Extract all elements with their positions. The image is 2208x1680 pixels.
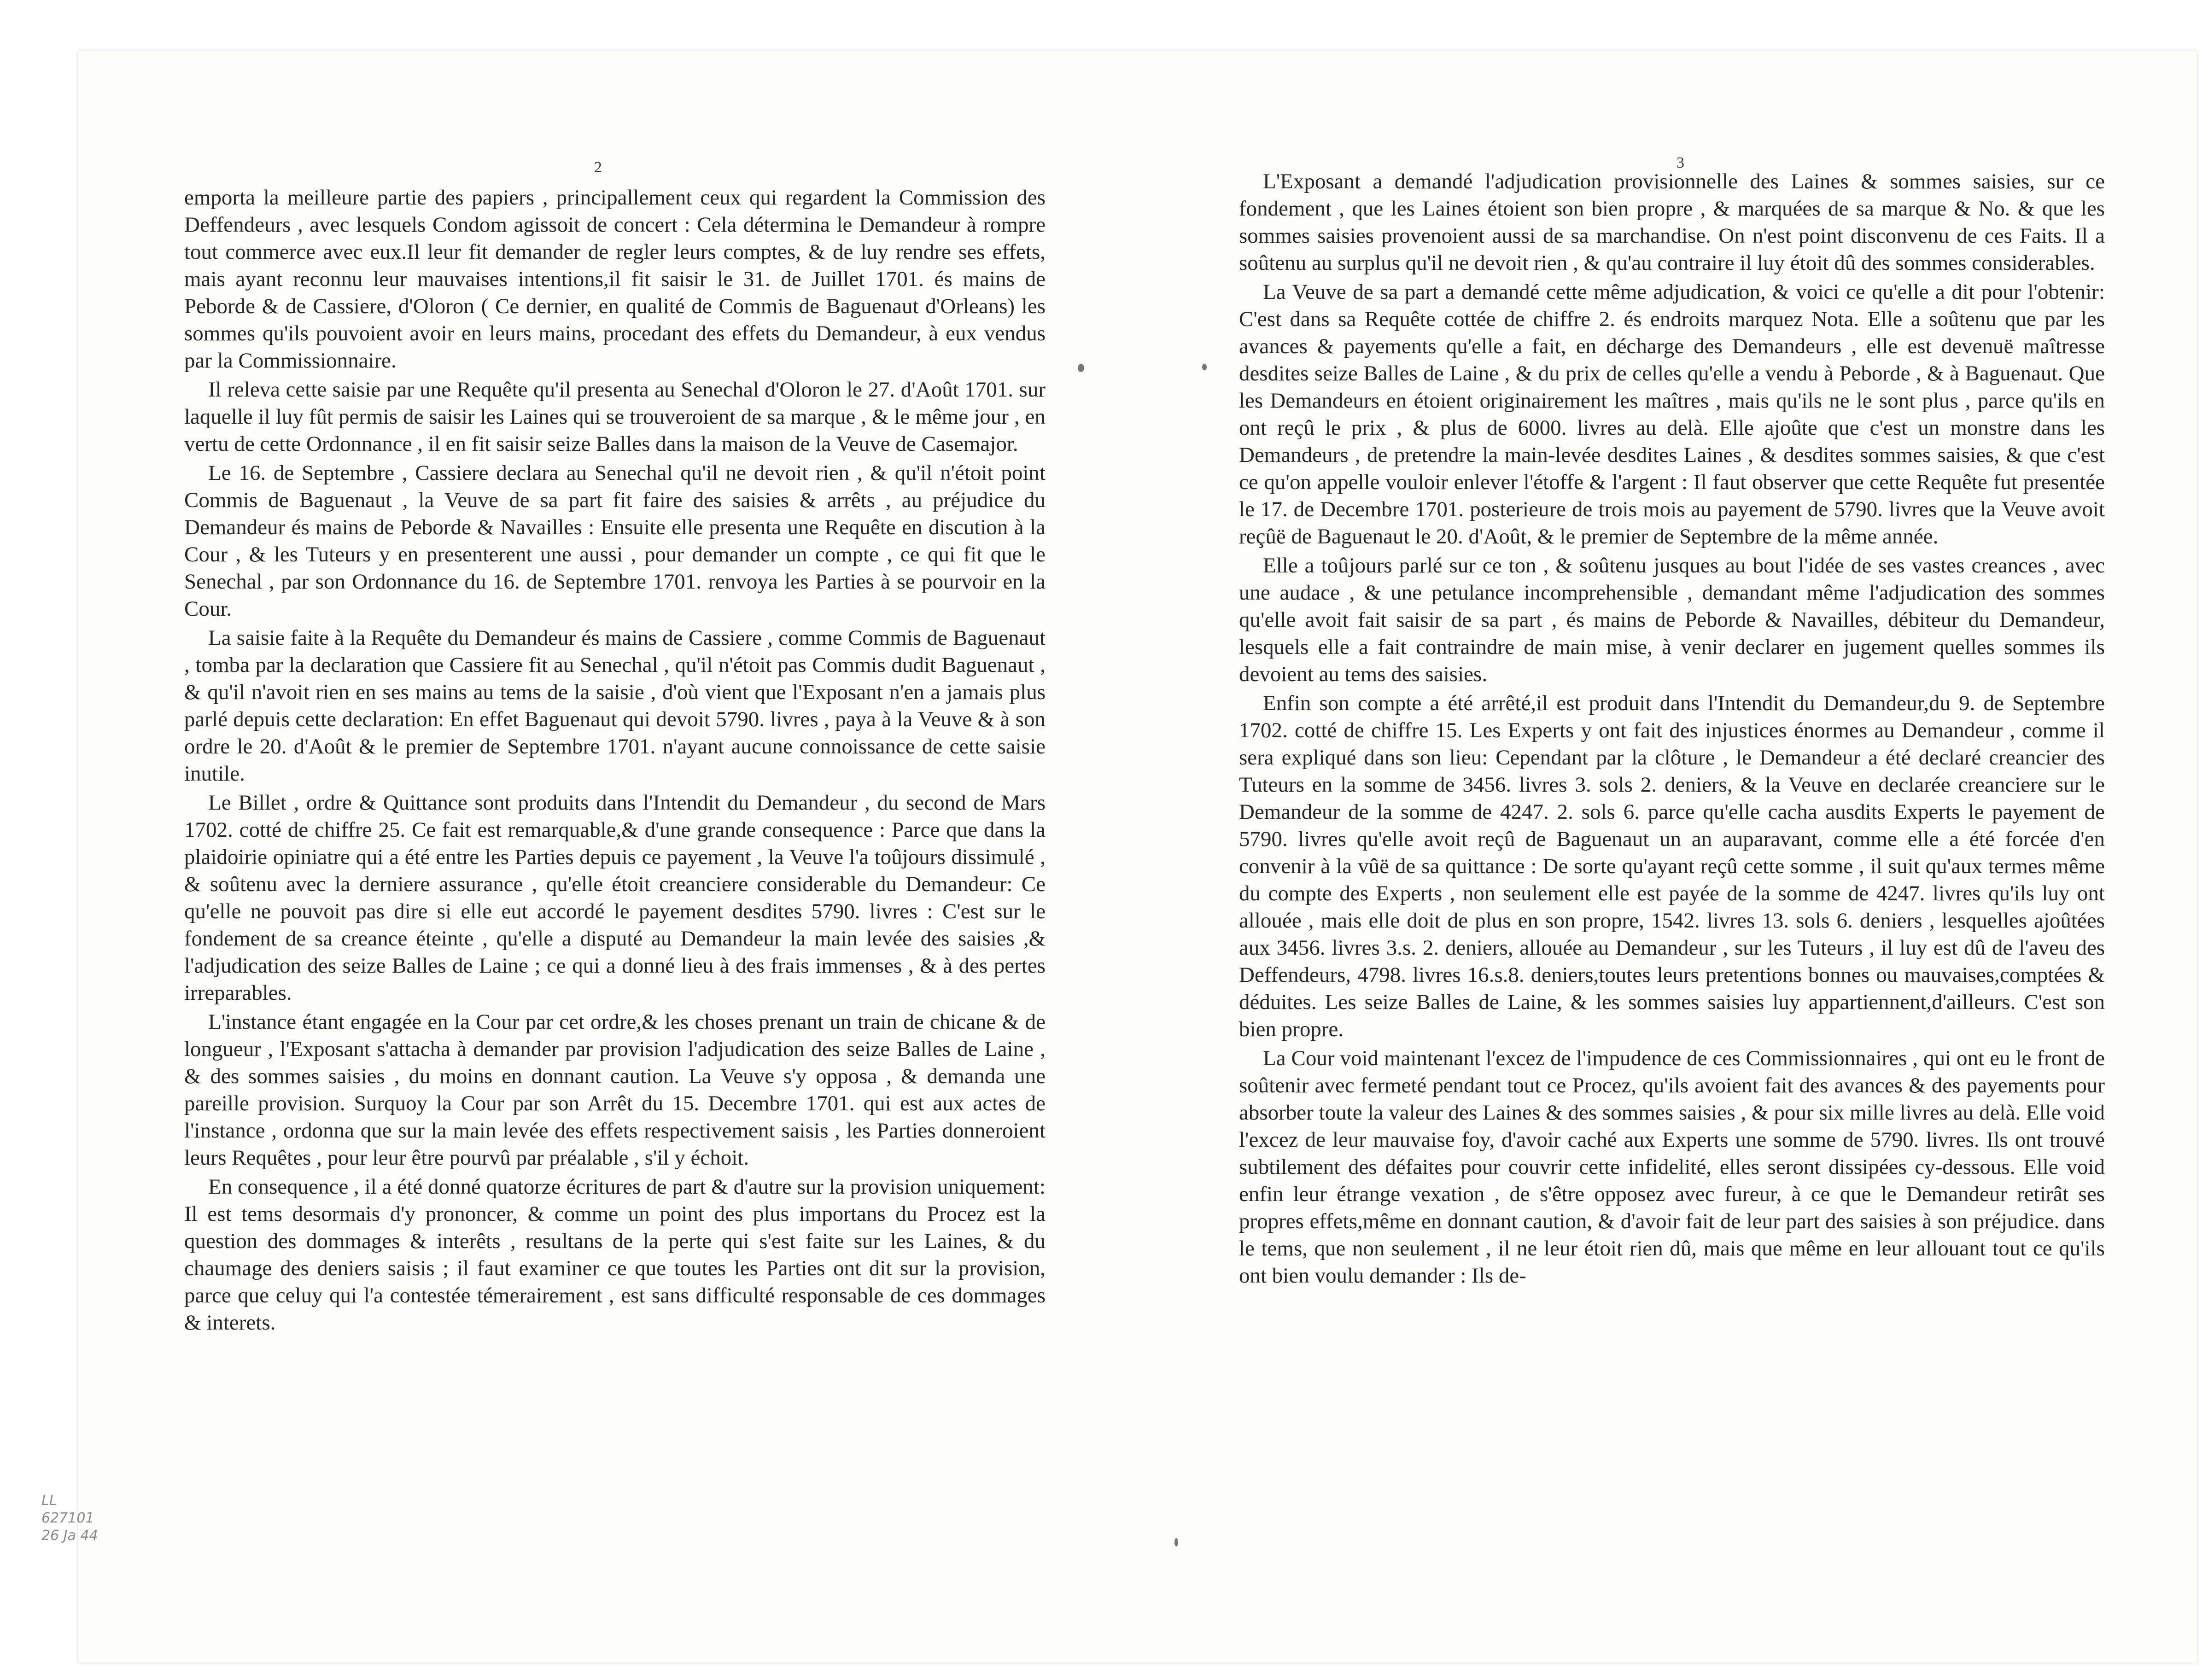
paragraph: La Veuve de sa part a demandé cette même adjudication, & voici ce qu'elle a dit pour l'obtenir: C'est dans sa Requête cottée de chiffre 2. és endroits marquez Nota. Elle a soûtenu que par les avances & payements qu'elle a fait, en décharge des Demandeurs , elle est devenuë maîtresse desdites seize Balles de Laine , & du prix de celles qu'elle a vendu à Peborde , & à Baguenaut. Que les Demandeurs en étoient originairement les maîtres , mais qu'ils ne le sont plus , parce qu'ils en ont reçû le prix , & plus de 6000. livres au delà. Elle ajoûte que c'est un monstre dans les Demandeurs , de pretendre la main-levée desdites Laines , & desdites sommes saisies, & que c'est ce qu'on appelle vouloir enlever l'étoffe & l'argent : Il faut observer que cette Requête fut presentée le 17. de Decembre 1701. posterieure de trois mois au payement de 5790. livres que la Veuve avoit reçûë de Baguenaut le 20. d'Août, & le premier de Septembre de la même année. bbox=[1239, 280, 2105, 548]
paragraph: La saisie faite à la Requête du Demandeur és mains de Cassiere , comme Commis de Baguenaut , tomba par la declaration que Cassiere fit au Senechal , qu'il n'étoit pas Commis dudit Baguenaut , & qu'il n'avoit rien en ses mains au tems de la saisie , d'où vient que l'Exposant n'en a jamais plus parlé depuis cette declaration: En effet Baguenaut qui devoit 5790. livres , paya à la Veuve & à son ordre le 20. d'Août & le premier de Septembre 1701. n'ayant aucune connoissance de cette saisie inutile. bbox=[184, 626, 1046, 786]
left-text-column bbox=[184, 184, 1046, 1338]
book-spread bbox=[78, 51, 2197, 1662]
paragraph: emporta la meilleure partie des papiers , principallement ceux qui regardent la Commission des Deffendeurs , avec lesquels Condom agissoit de concert : Cela détermina le Demandeur à rompre tout commerce avec eux.Il leur fit demander de regler leurs comptes, & de luy rendre ses effets, mais ayant reconnu leur mauvaises intentions,il fit saisir le 31. de Juillet 1701. és mains de Peborde & de Cassiere, d'Oloron ( Ce dernier, en qualité de Commis de Baguenaut d'Orleans) les sommes qu'ils pouvoient avoir en leurs mains, procedant des effets du Demandeur, à eux vendus par la Commissionnaire. bbox=[184, 186, 1046, 373]
left-page bbox=[78, 51, 1106, 1662]
archive-shelfmark bbox=[41, 1492, 98, 1545]
ink-speck bbox=[1078, 364, 1084, 372]
page-number: 2 bbox=[594, 159, 602, 176]
ink-speck bbox=[1202, 364, 1207, 370]
paragraph: Le Billet , ordre & Quittance sont produits dans l'Intendit du Demandeur , du second de Mars 1702. cotté de chiffre 25. Ce fait est remarquable,& d'une grande consequence : Parce que dans la plaidoirie opiniatre qui a été entre les Parties depuis ce payement , la Veuve l'a toûjours dissimulé , & soûtenu avec la derniere assurance , qu'elle étoit creanciere considerable du Demandeur: Ce qu'elle ne pouvoit pas dire si elle eut accordé le payement desdites 5790. livres : C'est sur le fondement de sa creance éteinte , qu'elle a disputé au Demandeur la main levée des saisies ,& l'adjudication des seize Balles de Laine ; ce qui a donné lieu à des frais immenses , & à des pertes irreparables. bbox=[184, 791, 1046, 1005]
paragraph: Elle a toûjours parlé sur ce ton , & soûtenu jusques au bout l'idée de ses vastes creances , avec une audace , & une petulance incomprehensible , demandant même l'adjudication des sommes qu'elle avoit fait saisir de sa part , és mains de Peborde & Navailles, débiteur du Demandeur, lesquels elle a fait contraindre de main mise, à venir declarer en jugement quelles sommes ils devoient au tems des saisies. bbox=[1239, 554, 2105, 686]
paragraph: Il releva cette saisie par une Requête qu'il presenta au Senechal d'Oloron le 27. d'Août 1701. sur laquelle il luy fût permis de saisir les Laines qui se trouveroient de sa marque , & le même jour , en vertu de cette Ordonnance , il en fit saisir seize Balles dans la maison de la Veuve de Casemajor. bbox=[184, 378, 1046, 456]
paragraph: La Cour void maintenant l'excez de l'impudence de ces Commissionnaires , qui ont eu le front de soûtenir avec fermeté pendant tout ce Procez, qu'ils avoient fait des avances & des payements pour absorber toute la valeur des Laines & des sommes saisies , & pour six mille livres au delà. Elle void l'excez de leur mauvaise foy, d'avoir caché aux Experts une somme de 5790. livres. Ils ont trouvé subtilement des défaites pour couvrir cette infidelité, elles seront dissipées cy-dessous. Elle void enfin leur étrange vexation , de s'être opposez avec fureur, à ce que le Demandeur retirât ses propres effets,même en donnant caution, & d'avoir fait de leur part des saisies à son préjudice. dans le tems, que non seulement , il ne leur étoit rien dû, mais que même en leur allouant tout ce qu'ils ont bien voulu demander : Ils de- bbox=[1239, 1046, 2105, 1288]
shelfmark-line: 627101 bbox=[41, 1510, 94, 1526]
paragraph: L'Exposant a demandé l'adjudication provisionnelle des Laines & sommes saisies, sur ce fondement , que les Laines étoient son bien propre , & marquées de sa marque & No. & que les sommes saisies provenoient aussi de sa marchandise. On n'est point disconvenu de ces Faits. Il a soûtenu au surplus qu'il ne devoit rien , & qu'au contraire il luy étoit dû des sommes considerables. bbox=[1239, 169, 2105, 275]
paragraph: L'instance étant engagée en la Cour par cet ordre,& les choses prenant un train de chicane & de longueur , l'Exposant s'attacha à demander par provision l'adjudication des seize Balles de Laine , & des sommes saisies , du moins en donnant caution. La Veuve s'y opposa , & demanda une pareille provision. Surquoy la Cour par son Arrêt du 15. Decembre 1701. qui est aux actes de l'instance , ordonna que sur la main levée des effets respectivement saisis , les Parties donneroient leurs Requêtes , pour leur être pourvû par préalable , s'il y échoit. bbox=[184, 1010, 1046, 1170]
right-text-column bbox=[1239, 168, 2105, 1291]
page-number: 3 bbox=[1676, 154, 1684, 171]
shelfmark-line: 26 Ja 44 bbox=[41, 1528, 98, 1544]
right-page bbox=[1105, 51, 2197, 1662]
paragraph: Enfin son compte a été arrêté,il est produit dans l'Intendit du Demandeur,du 9. de Septembre 1702. cotté de chiffre 15. Les Experts y ont fait des injustices énormes au Demandeur , comme il sera expliqué dans son lieu: Cependant par la clôture , le Demandeur a été declaré creancier des Tuteurs en la somme de 3456. livres 3. sols 2. deniers, & la Veuve en declarée creanciere sur le Demandeur de la somme de 4247. 2. sols 6. parce qu'elle cacha ausdits Experts le payement de 5790. livres qu'elle avoit reçû de Baguenaut un an auparavant, comme elle a été forcée d'en convenir à la vûë de sa quittance : De sorte qu'ayant reçû cette somme , il suit qu'aux termes même du compte des Experts , non seulement elle est payée de la somme de 4247. livres qu'ils luy ont allouée , mais elle doit de plus en son propre, 1542. livres 13. sols 6. deniers , lesquelles ajoûtées aux 3456. livres 3.s. 2. deniers, allouée au Demandeur , sur les Tuteurs , il luy est dû de l'aveu des Deffendeurs, 4798. livres 16.s.8. deniers,toutes leurs pretentions bonnes ou mauvaises,comptées & déduites. Les seize Balles de Laine, & les sommes saisies luy appartiennent,d'ailleurs. C'est son bien propre. bbox=[1239, 691, 2105, 1041]
ink-speck bbox=[1174, 1538, 1178, 1546]
shelfmark-line: LL bbox=[41, 1493, 57, 1509]
paragraph: Le 16. de Septembre , Cassiere declara au Senechal qu'il ne devoit rien , & qu'il n'étoit point Commis de Baguenaut , la Veuve de sa part fit faire des saisies & arrêts , au préjudice du Demandeur és mains de Peborde & Navailles : Ensuite elle presenta une Requête en discution à la Cour , & les Tuteurs y en presenterent une aussi , pour demander un compte , ce qui fit que le Senechal , par son Ordonnance du 16. de Septembre 1701. renvoya les Parties à se pourvoir en la Cour. bbox=[184, 461, 1046, 621]
paragraph: En consequence , il a été donné quatorze écritures de part & d'autre sur la provision uniquement: Il est tems desormais d'y prononcer, & comme un point des plus importans du Procez est la question des dommages & interêts , resultans de la perte qui s'est faite sur les Laines, & du chaumage des deniers saisis ; il faut examiner ce que toutes les Parties ont dit sur la provision, parce que celuy qui l'a contestée témerairement , est sans difficulté responsable de ces dommages & interets. bbox=[184, 1175, 1046, 1335]
